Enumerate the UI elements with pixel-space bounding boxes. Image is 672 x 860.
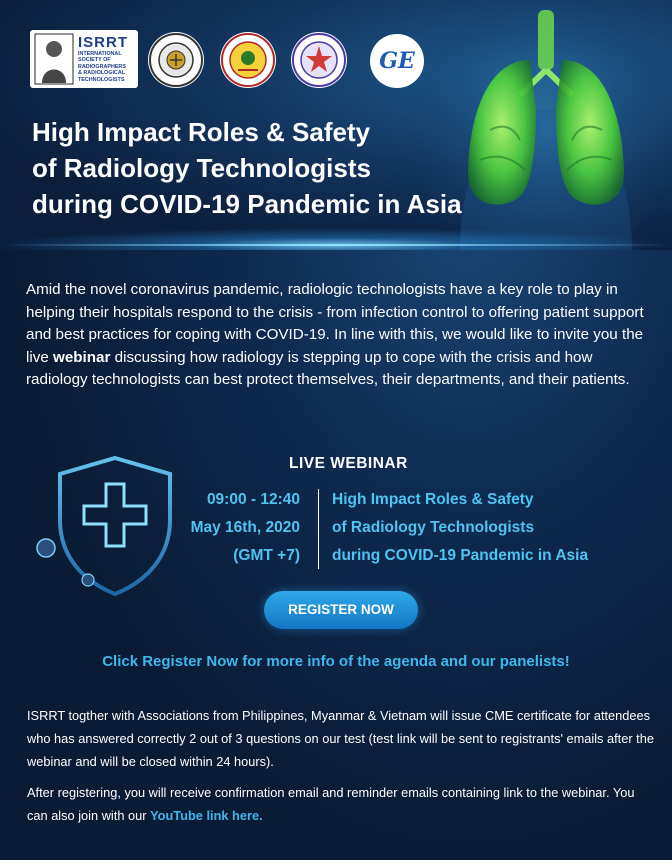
- isrrt-logo-line: TECHNOLOGISTS: [78, 76, 125, 83]
- isrrt-logo-line: INTERNATIONAL: [78, 50, 122, 57]
- isrrt-logo: [30, 30, 138, 88]
- register-info-note: Click Register Now for more info of the agenda and our panelists!: [102, 653, 570, 670]
- header-glow-divider: [0, 228, 672, 250]
- after-registering-note: [27, 781, 657, 827]
- schedule-divider: [318, 489, 319, 569]
- schedule-time: 09:00 - 12:40: [206, 491, 300, 508]
- header-divider-line: [0, 244, 672, 246]
- isrrt-emblem-icon: [34, 33, 74, 85]
- topic-line: during COVID-19 Pandemic in Asia: [332, 547, 589, 564]
- isrrt-logo-name: ISRRT: [78, 33, 128, 51]
- ge-logo-text: GE: [379, 48, 415, 74]
- schedule-date: May 16th, 2020: [190, 519, 300, 536]
- intro-bold-webinar: webinar: [53, 348, 111, 366]
- isrrt-logo-line: RADIOGRAPHERS: [78, 63, 126, 70]
- youtube-link[interactable]: YouTube link here.: [150, 808, 263, 823]
- topic-line: High Impact Roles & Safety: [332, 491, 534, 508]
- intro-text-rest: discussing how radiology is stepping up to cope with the crisis and how radiology technologists can best protect themselves, their departments, and their patients.: [26, 348, 630, 388]
- topic-line: of Radiology Technologists: [332, 519, 535, 536]
- webinar-topic: [332, 486, 662, 570]
- after-registering-text: After registering, you will receive confirmation email and reminder emails containing link to the webinar. You can also join with our: [27, 785, 635, 823]
- title-line: during COVID-19 Pandemic in Asia: [32, 189, 462, 219]
- philippines-association-seal: [148, 32, 204, 88]
- cme-certificate-note: ISRRT togther with Associations from Philippines, Myanmar & Vietnam will issue CME certificate for attendees who has answered correctly 2 out of 3 questions on our test (test link will be sent to registrants' emails after the webinar and will be closed within 24 hours).: [27, 708, 654, 769]
- isrrt-logo-line: & RADIOLOGICAL: [78, 70, 126, 77]
- intro-paragraph: [26, 279, 652, 392]
- schedule-timezone: (GMT +7): [233, 547, 300, 564]
- title-line: of Radiology Technologists: [32, 153, 371, 183]
- header-banner: [0, 0, 672, 250]
- live-webinar-heading: LIVE WEBINAR: [289, 455, 408, 472]
- ge-logo: [370, 34, 424, 88]
- intro-text: Amid the novel coronavirus pandemic, radiologic technologists have a key role to play in helping their hospitals respond to the crisis - from infection control to offering patient support and best practices for coping with COVID-19. In line with this, we would like to invite you the live: [26, 281, 644, 366]
- vietnam-association-seal: [291, 32, 347, 88]
- title-line: High Impact Roles & Safety: [32, 117, 371, 147]
- isrrt-logo-line: SOCIETY OF: [78, 57, 111, 64]
- page-title: [32, 114, 552, 222]
- webinar-schedule: [150, 486, 300, 570]
- register-now-button[interactable]: REGISTER NOW: [264, 591, 418, 629]
- myanmar-association-seal: [220, 32, 276, 88]
